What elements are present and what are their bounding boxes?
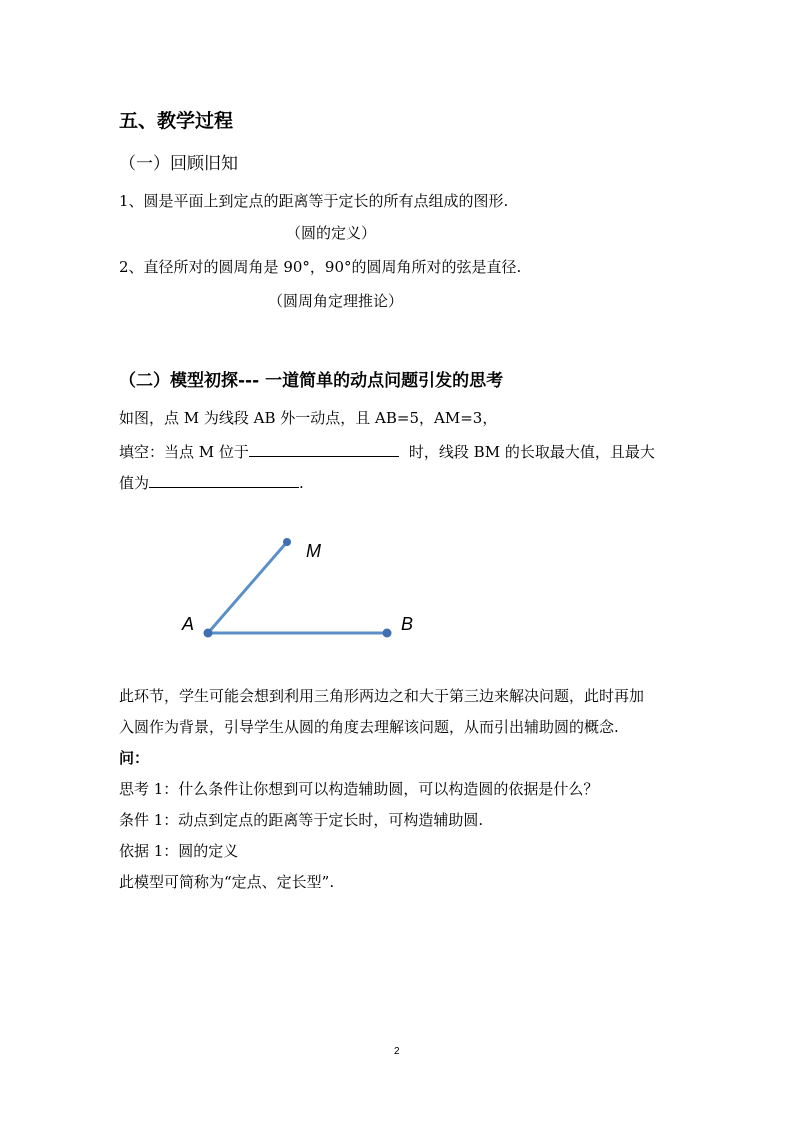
fill-line2-prefix: 值为 [119, 474, 150, 492]
think-1: 思考 1：什么条件让你想到可以构造辅助圆，可以构造圆的依据是什么？ [119, 780, 599, 798]
part2-title: （二）模型初探--- 一道简单的动点问题引发的思考 [119, 371, 504, 391]
discussion-line-2: 入圆作为背景，引导学生从圆的角度去理解该问题，从而引出辅助圆的概念. [119, 718, 619, 736]
review-item-2: 2、直径所对的圆周角是 90°，90°的圆周角所对的弦是直径. [119, 258, 522, 276]
part1-title: （一）回顾旧知 [119, 154, 238, 174]
answer-blank-position[interactable] [249, 442, 399, 457]
fill-middle: 时，线段 BM 的长取最大值，且最大 [408, 443, 655, 461]
review-item-2-note: （圆周角定理推论） [268, 292, 404, 310]
page-number: 2 [394, 1046, 400, 1057]
discussion-line-1: 此环节，学生可能会想到利用三角形两边之和大于第三边来解决问题，此时再加 [119, 687, 645, 705]
fill-in-question-line1 [119, 441, 655, 462]
point-a [204, 629, 213, 638]
label-b: B [401, 614, 414, 634]
point-b [383, 629, 392, 638]
fill-in-question-line2 [119, 472, 304, 493]
segment-am [208, 542, 287, 633]
problem-statement: 如图，点 M 为线段 AB 外一动点，且 AB=5，AM=3， [119, 409, 498, 427]
label-a: A [182, 614, 195, 634]
model-name: 此模型可简称为“定点、定长型”. [119, 873, 335, 891]
review-item-1: 1、圆是平面上到定点的距离等于定长的所有点组成的图形. [119, 192, 509, 210]
segment-figure [170, 525, 440, 655]
fill-prefix: 填空：当点 M 位于 [119, 443, 249, 461]
label-m: M [306, 541, 321, 561]
question-label: 问： [119, 749, 150, 767]
answer-blank-max-value[interactable] [149, 473, 299, 488]
condition-1: 条件 1：动点到定点的距离等于定长时，可构造辅助圆. [119, 811, 484, 829]
point-m [283, 538, 291, 546]
section-title: 五、教学过程 [119, 110, 234, 132]
fill-line2-suffix: . [299, 474, 304, 492]
basis-1: 依据 1：圆的定义 [119, 842, 239, 860]
review-item-1-note: （圆的定义） [286, 224, 377, 242]
